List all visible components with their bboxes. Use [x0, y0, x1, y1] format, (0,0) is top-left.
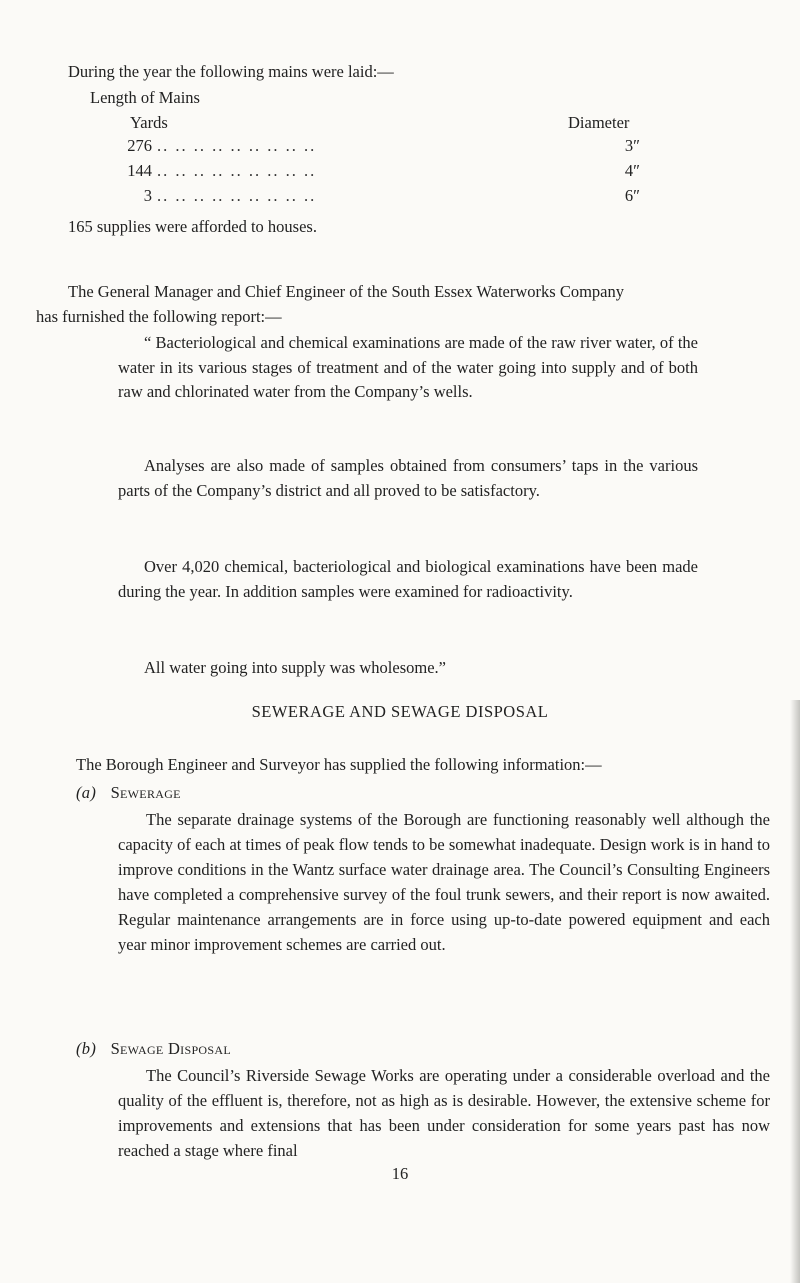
mains-diameter-value: 4″ [624, 161, 640, 180]
section-heading: SEWERAGE AND SEWAGE DISPOSAL [251, 702, 549, 721]
subsection-title: Sewerage [110, 783, 181, 802]
page-number: 16 [391, 1164, 409, 1183]
mains-yards-value: 3 [143, 186, 152, 205]
length-of-mains-heading: Length of Mains [90, 88, 200, 107]
sewage-disposal-paragraph: The Council’s Riverside Sewage Works are operating under a considerable overload and the quality of the effluent is, therefore, not as high as is desirable. However, the extensive scheme for improvements and extensions that has been under consideration for some years past has now reached a stage where final [118, 1066, 770, 1160]
quote-paragraph: Over 4,020 chemical, bacteriological and biological examinations have been made during the year. In addition samples were examined for radioactivity. [118, 557, 698, 601]
mains-row [118, 136, 640, 160]
quote-paragraph: “ Bacteriological and chemical examinations are made of the raw river water, of the water in its various stages of treatment and of the water going into supply and of both raw and chlorinated water from the Company’s wells. [118, 333, 698, 401]
mains-diameter-value: 6″ [624, 186, 640, 205]
mains-yards-value: 276 [127, 136, 152, 155]
sewerage-paragraph: The separate drainage systems of the Borough are functioning reasonably well although the capacity of each at times of peak flow tends to be somewhat inadequate. Design work is in hand to improve conditions in the Wantz surface water drainage area. The Council’s Consulting Engineers have completed a comprehensive survey of the foul trunk sewers, and their report is now awaited. Regular maintenance arrangements are in force using up-to-date powered equipment and each year minor improvement schemes are carried out. [118, 810, 770, 954]
mains-row [118, 161, 640, 185]
subsection-letter: (a) [76, 783, 97, 802]
subsection-letter: (b) [76, 1039, 97, 1058]
report-intro-line1: The General Manager and Chief Engineer of the South Essex Waterworks Company [68, 282, 624, 301]
mains-diameter-value: 3″ [624, 136, 640, 155]
leader-dots: .. .. .. .. .. .. .. .. .. [157, 186, 317, 205]
leader-dots: .. .. .. .. .. .. .. .. .. [157, 161, 317, 180]
borough-engineer-intro: The Borough Engineer and Surveyor has supplied the following information:— [76, 755, 602, 774]
diameter-column-header: Diameter [568, 113, 630, 132]
subsection-b-heading [76, 1039, 231, 1059]
mains-intro: During the year the following mains were laid:— [68, 62, 394, 81]
subsection-a-heading [76, 783, 181, 803]
mains-row [118, 186, 640, 210]
report-intro-line2: has furnished the following report:— [36, 306, 282, 326]
supplies-note: 165 supplies were afforded to houses. [68, 217, 317, 236]
quote-paragraph: All water going into supply was wholesome.” [144, 658, 446, 677]
subsection-title: Sewage Disposal [110, 1039, 231, 1058]
leader-dots: .. .. .. .. .. .. .. .. .. [157, 136, 317, 155]
yards-column-header: Yards [130, 113, 168, 132]
quote-paragraph: Analyses are also made of samples obtained from consumers’ taps in the various parts of the Company’s district and all proved to be satisfactory. [118, 456, 698, 500]
page-edge-shadow [790, 700, 800, 1283]
mains-yards-value: 144 [127, 161, 152, 180]
report-intro [36, 280, 770, 329]
